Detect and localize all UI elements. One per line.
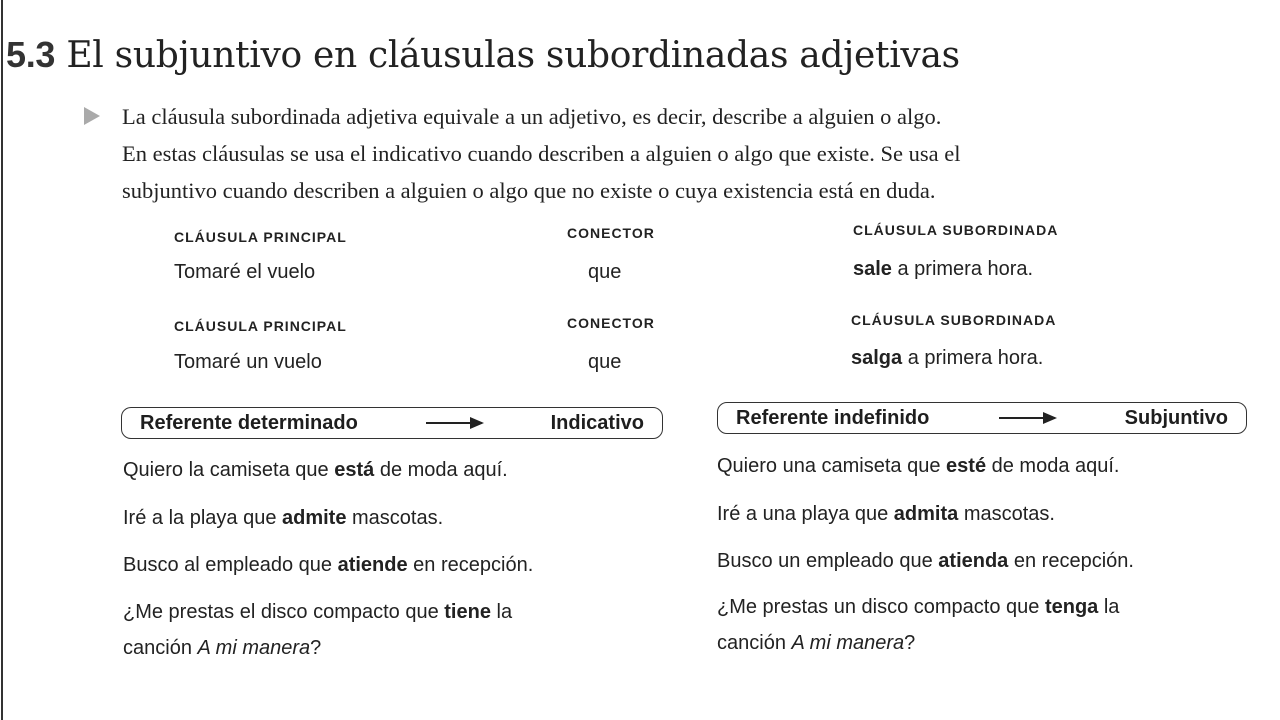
box-from: Referente indefinido bbox=[736, 406, 930, 429]
rule-box-subjuntivo bbox=[717, 402, 1247, 434]
sentence: ¿Me prestas el disco compacto que tiene la canción A mi manera? bbox=[123, 601, 513, 659]
sentence: Busco un empleado que atienda en recepción. bbox=[717, 550, 1134, 572]
box-to: Subjuntivo bbox=[1124, 406, 1228, 429]
example-principal: Tomaré un vuelo bbox=[174, 351, 322, 373]
section-title bbox=[6, 34, 960, 76]
section-number: 5.3 bbox=[6, 34, 56, 75]
rest: a primera hora. bbox=[902, 347, 1044, 369]
arrow-right-icon bbox=[999, 417, 1055, 419]
label-conector: CONECTOR bbox=[567, 225, 655, 241]
intro-line: La cláusula subordinada adjetiva equivale a un adjetivo, es decir, describe a alguien o algo. bbox=[122, 104, 942, 129]
verb: salga bbox=[851, 347, 903, 369]
label-principal: CLÁUSULA PRINCIPAL bbox=[174, 318, 347, 334]
sentence: Iré a una playa que admita mascotas. bbox=[717, 503, 1055, 525]
intro-paragraph bbox=[122, 98, 1202, 209]
label-conector: CONECTOR bbox=[567, 315, 655, 331]
label-subordinada: CLÁUSULA SUBORDINADA bbox=[853, 222, 1059, 238]
example-subordinada bbox=[853, 258, 1033, 281]
example-principal: Tomaré el vuelo bbox=[174, 261, 316, 283]
sentence: Quiero la camiseta que está de moda aquí. bbox=[123, 459, 508, 481]
intro-line: En estas cláusulas se usa el indicativo cuando describen a alguien o algo que existe. Se usa el bbox=[122, 141, 961, 166]
sentence: ¿Me prestas un disco compacto que tenga la canción A mi manera? bbox=[717, 596, 1120, 654]
intro-line: subjuntivo cuando describen a alguien o algo que no existe o cuya existencia está en duda. bbox=[122, 178, 936, 203]
verb: sale bbox=[853, 258, 892, 280]
box-to: Indicativo bbox=[550, 411, 644, 434]
sentence: Quiero una camiseta que esté de moda aquí. bbox=[717, 455, 1120, 477]
label-subordinada: CLÁUSULA SUBORDINADA bbox=[851, 312, 1057, 328]
example-subordinada bbox=[851, 347, 1043, 370]
label-principal: CLÁUSULA PRINCIPAL bbox=[174, 229, 347, 245]
rule-box-indicativo bbox=[121, 407, 663, 439]
rest: a primera hora. bbox=[891, 258, 1034, 280]
box-from: Referente determinado bbox=[140, 411, 358, 434]
section-title-text: El subjuntivo en cláusulas subordinadas adjetivas bbox=[66, 35, 960, 76]
example-conector: que bbox=[588, 351, 622, 373]
arrow-right-icon bbox=[426, 422, 482, 424]
page-edge bbox=[1, 0, 3, 720]
sentence: Iré a la playa que admite mascotas. bbox=[123, 507, 444, 529]
sentence: Busco al empleado que atiende en recepción. bbox=[123, 554, 534, 576]
example-conector: que bbox=[588, 261, 622, 283]
triangle-bullet-icon bbox=[84, 107, 100, 125]
